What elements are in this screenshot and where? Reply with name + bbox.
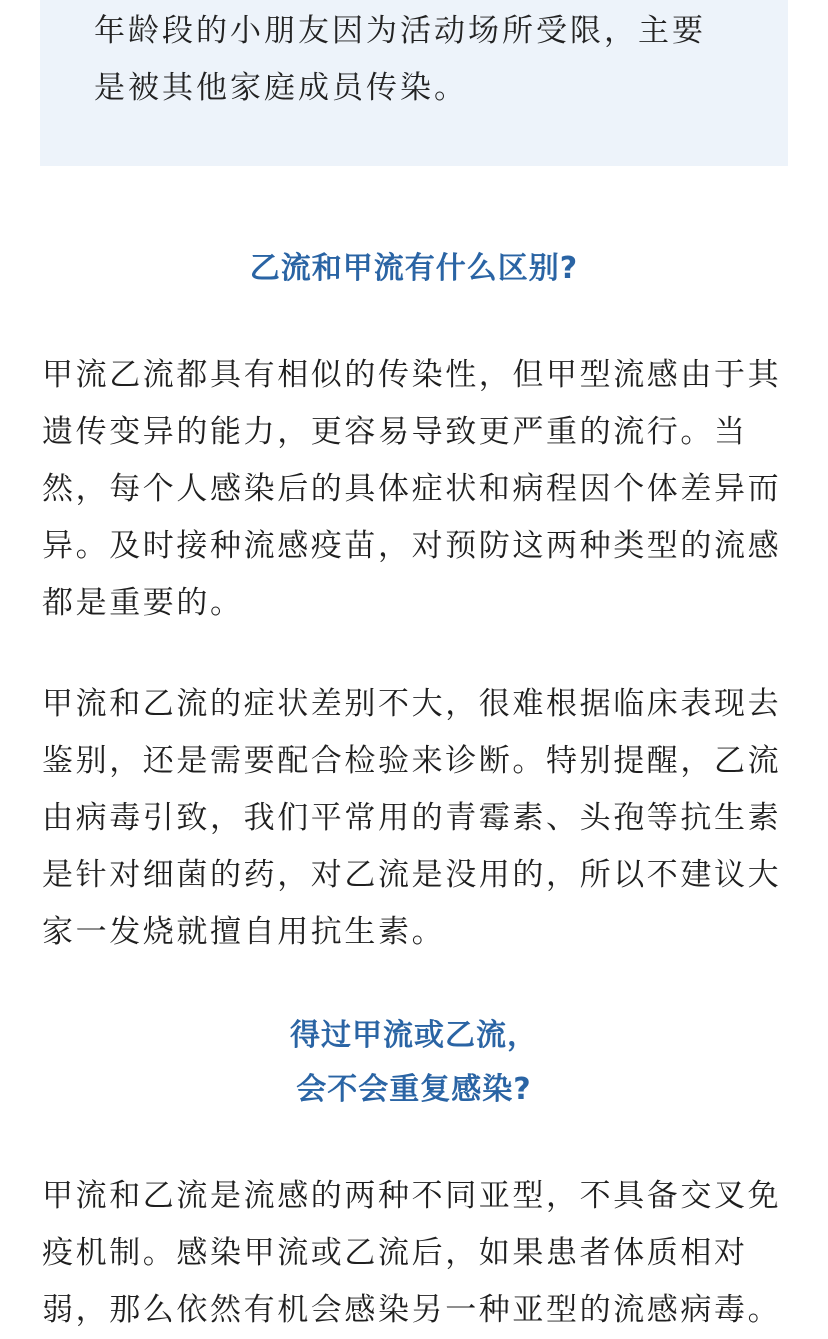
paragraph-line: 甲流和乙流是流感的两种不同亚型，不具备交叉免 xyxy=(42,1178,782,1214)
paragraph-symptoms-antibiotics xyxy=(42,676,790,961)
paragraph-line: 由病毒引致，我们平常用的青霉素、头孢等抗生素 xyxy=(42,800,782,836)
paragraph-line: 疫机制。感染甲流或乙流后，如果患者体质相对 xyxy=(42,1235,748,1271)
paragraph-line: 是针对细菌的药，对乙流是没用的，所以不建议大 xyxy=(42,857,782,893)
callout-line: 是被其他家庭成员传染。 xyxy=(94,70,468,106)
paragraph-line: 都是重要的。 xyxy=(42,585,244,621)
quote-callout xyxy=(40,0,788,166)
callout-text xyxy=(94,3,736,117)
paragraph-line: 异。及时接种流感疫苗，对预防这两种类型的流感 xyxy=(42,528,782,564)
paragraph-line: 然，每个人感染后的具体症状和病程因个体差异而 xyxy=(42,471,782,507)
paragraph-line: 家一发烧就擅自用抗生素。 xyxy=(42,914,446,950)
paragraph-line: 遗传变异的能力，更容易导致更严重的流行。当 xyxy=(42,414,748,450)
heading-line: 会不会重复感染? xyxy=(296,1072,532,1107)
paragraph-subtypes xyxy=(42,1168,790,1339)
section-heading-reinfection xyxy=(0,1009,828,1117)
callout-line: 年龄段的小朋友因为活动场所受限，主要 xyxy=(94,13,706,49)
paragraph-line: 弱，那么依然有机会感染另一种亚型的流感病毒。 xyxy=(42,1292,782,1328)
heading-line: 得过甲流或乙流， xyxy=(290,1018,538,1053)
paragraph-line: 甲流和乙流的症状差别不大，很难根据临床表现去 xyxy=(42,686,782,722)
paragraph-similar-contagion xyxy=(42,347,790,632)
section-heading-difference: 乙流和甲流有什么区别? xyxy=(249,251,579,286)
paragraph-line: 鉴别，还是需要配合检验来诊断。特别提醒，乙流 xyxy=(42,743,782,779)
paragraph-line: 甲流乙流都具有相似的传染性，但甲型流感由于其 xyxy=(42,357,782,393)
